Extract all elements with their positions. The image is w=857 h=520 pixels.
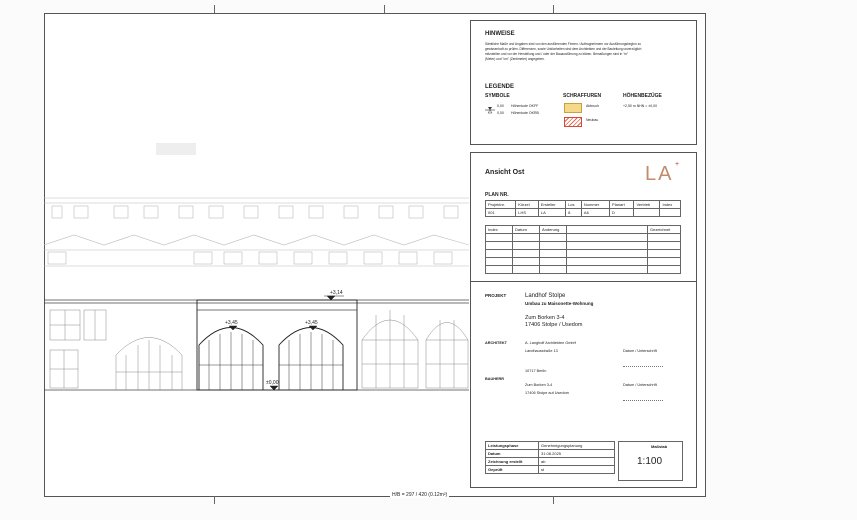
revision-row — [486, 258, 681, 266]
plan-header: Vertrieb — [634, 201, 660, 209]
hatch-demolition-swatch — [564, 103, 582, 113]
revision-row — [486, 242, 681, 250]
level-label: +3,45 — [305, 320, 318, 326]
notes-line: Sämtliche Maße und Angaben sind von den ausführenden Firmen / Auftragnehmern vor Ausführungsbeginn zu — [485, 42, 641, 46]
notes-line: mitzuteilen und vor der Herstellung und / oder der Bauausführung zu klären. Bemaßungen sind in "m" — [485, 52, 629, 56]
scale-box — [618, 441, 683, 481]
level-label: +3,14 — [330, 290, 343, 296]
owner-label: BAUHERR — [485, 377, 504, 381]
phase-table — [485, 441, 615, 474]
hatch-label: Abbruch — [586, 104, 600, 108]
plan-nr-label: PLAN NR. — [485, 192, 509, 198]
view-title: Ansicht Ost — [485, 169, 525, 176]
notes-title: HINWEISE — [485, 31, 515, 37]
frame-tick — [553, 496, 554, 504]
revision-header: Gezeichnet — [648, 226, 681, 234]
project-name: Landhof Stolpe — [525, 293, 566, 299]
owner-street: Zum Borken 3-4 — [525, 383, 553, 387]
revision-header: Datum — [513, 226, 540, 234]
scale-value: 1:100 — [637, 456, 663, 467]
revision-header: Index — [486, 226, 513, 234]
plan-value: LHS — [516, 209, 539, 217]
plan-header: Los — [566, 201, 582, 209]
phase-value: Genehmigungsplanung — [539, 442, 615, 450]
legend-hatch-title: SCHRAFFUREN — [563, 93, 602, 99]
level-symbol-icon — [485, 105, 495, 115]
architect-name: A. Langhoff Architekten GmbH — [525, 341, 577, 345]
plan-value: A6 — [581, 209, 609, 217]
legend-title: LEGENDE — [485, 84, 515, 90]
plan-value: LA — [538, 209, 565, 217]
legend-symbol-label: Höhenkote OKRB — [511, 111, 539, 115]
revision-header: Änderung — [540, 226, 567, 234]
logo-plus-icon: + — [675, 161, 680, 168]
revision-table — [485, 225, 681, 274]
owner-signature-label: Datum / Unterschrift — [623, 383, 657, 387]
plan-value: D — [610, 209, 634, 217]
revision-header — [567, 226, 648, 234]
frame-tick — [214, 5, 215, 13]
plan-number-table — [485, 200, 681, 217]
legend-symbols-title: SYMBOLE — [485, 93, 510, 99]
signature-line — [623, 400, 663, 401]
plan-header: Kürzel — [516, 201, 539, 209]
plan-value: 8 — [566, 209, 582, 217]
legend-height-text: +2,50 m NHN = ±0,00 — [623, 104, 658, 108]
scale-label: Maßstab — [651, 444, 668, 449]
phase-label: Leistungsphase — [486, 442, 539, 450]
project-address: Zum Borken 3-4 — [525, 315, 565, 321]
notes-line: gewissenhaft zu prüfen. Differenzen, sowie Unklarheiten sind dem Architekten und der Bauleitung unverzüglich — [485, 47, 642, 51]
architect-signature-label: Datum / Unterschrift — [623, 349, 657, 353]
checked-label: Geprüft — [486, 466, 539, 474]
frame-tick — [553, 5, 554, 13]
revision-row — [486, 250, 681, 258]
divider — [471, 281, 696, 282]
frame-tick — [384, 5, 385, 13]
level-label: +3,45 — [225, 320, 238, 326]
drawn-value: ab — [539, 458, 615, 466]
plan-header: Ersteller — [538, 201, 565, 209]
legend-symbol-value: 0,00 — [497, 104, 504, 108]
level-label: ±0,00 — [266, 380, 279, 386]
project-label: PROJEKT — [485, 293, 507, 298]
project-subtitle: Umbau zu Maisonette-Wohnung — [525, 301, 594, 306]
plan-header: Projektnr. — [486, 201, 516, 209]
plan-value — [660, 209, 681, 217]
revision-row — [486, 234, 681, 242]
signature-line — [623, 366, 663, 367]
notes-line: (Meter) und "cm" (Zentimeter) angegeben. — [485, 57, 545, 61]
date-label: Datum — [486, 450, 539, 458]
legend-symbol-label: Höhenkote OKFF — [511, 104, 539, 108]
legend-symbol-value: 0,00 — [497, 111, 504, 115]
owner-city: 17406 Stolpe auf Usedom — [525, 391, 569, 395]
project-address: 17406 Stolpe / Usedom — [525, 322, 583, 328]
drawn-label: Zeichnung erstellt — [486, 458, 539, 466]
plan-value: 001 — [486, 209, 516, 217]
plan-value — [634, 209, 660, 217]
title-block — [470, 152, 697, 488]
notes-panel — [470, 20, 697, 145]
architect-city: 10717 Berlin — [525, 369, 547, 373]
architect-label: ARCHITEKT — [485, 341, 507, 345]
date-value: 31.08.2025 — [539, 450, 615, 458]
plan-header: Index — [660, 201, 681, 209]
hatch-label: Neubau — [586, 118, 599, 122]
legend-height-title: HÖHENBEZÜGE — [623, 93, 662, 99]
plan-header: Nummer — [581, 201, 609, 209]
elevation-svg — [44, 140, 469, 490]
revision-row — [486, 266, 681, 274]
elevation-drawing — [44, 140, 469, 490]
checked-value: st — [539, 466, 615, 474]
frame-tick — [214, 496, 215, 504]
architect-street: Landhausstraße 13 — [525, 349, 558, 353]
hatch-new-swatch — [564, 117, 582, 127]
sheet-size-label: H/B = 297 / 420 (0.12m²) — [392, 492, 448, 498]
plan-header: Planart — [610, 201, 634, 209]
company-logo: LA — [645, 163, 674, 185]
